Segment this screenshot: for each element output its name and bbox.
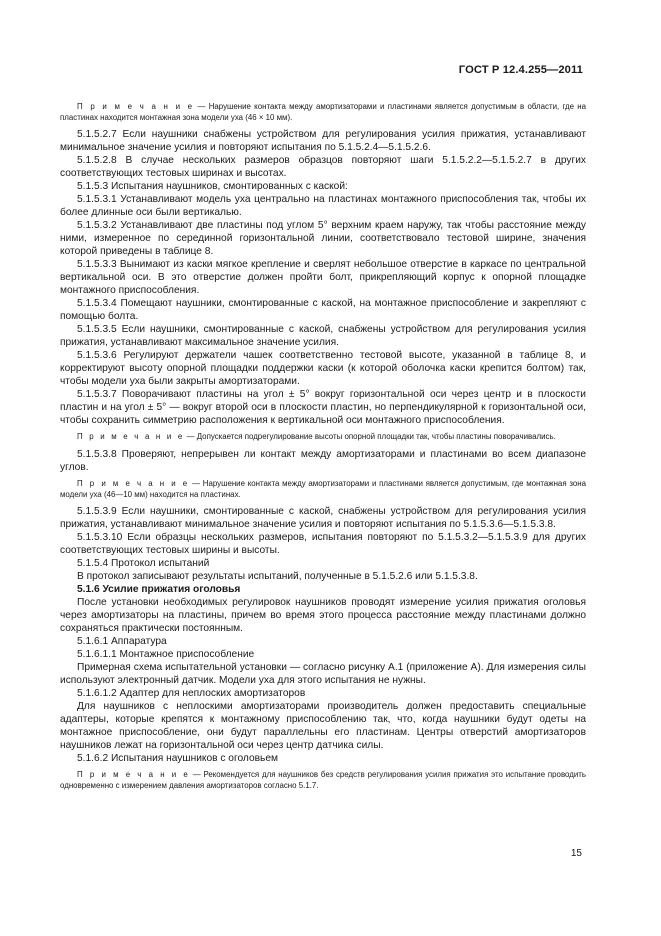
- page-number: 15: [570, 848, 582, 859]
- section-heading: 5.1.6 Усилие прижатия оголовья: [77, 584, 241, 596]
- paragraph: 5.1.5.3.5 Если наушники, смонтированные с каской, снабжены устройством для регулирования усилия прижатия, устанавливают максимальное значение усилия.: [60, 324, 586, 349]
- paragraph: 5.1.6.1.1 Монтажное приспособление: [77, 649, 255, 661]
- paragraph: 5.1.5.3.4 Помещают наушники, смонтированные с каской, на монтажное приспособление и закрепляют с помощью болта.: [60, 298, 586, 323]
- paragraph: После установки необходимых регулировок наушников проводят измерение усилия прижатия оголовья через амортизаторы на пластины, причем во время этого процесса расстояние между пластинами должно сохраняться практически постоянным.: [60, 597, 586, 635]
- document-code: ГОСТ Р 12.4.255—2011: [458, 64, 583, 76]
- paragraph: 5.1.5.3.3 Вынимают из каски мягкое крепление и сверлят небольшое отверстие в каркасе по центральной вертикальной оси. В это отверстие должен пройти болт, прикрепляющий корпус к опорной площадке монтажного приспособления.: [60, 259, 586, 297]
- paragraph: 5.1.6.1 Аппаратура: [77, 636, 167, 648]
- note-text: — Допускается подрегулирование высоты опорной площадки так, чтобы пластины поворачивались.: [184, 432, 556, 442]
- note: [60, 431, 586, 442]
- paragraph: 5.1.5.2.8 В случае нескольких размеров образцов повторяют шаги 5.1.5.2.2—5.1.5.2.7 в других соответствующих тестовых ширинах и высотах.: [60, 155, 586, 180]
- note-prefix: П р и м е ч а н и е: [77, 770, 190, 780]
- note: [60, 478, 586, 500]
- note-prefix: П р и м е ч а н и е: [77, 432, 185, 442]
- paragraph: 5.1.6.1.2 Адаптер для неплоских амортизаторов: [77, 688, 306, 700]
- note-prefix: П р и м е ч а н и е: [77, 478, 190, 488]
- paragraph: Примерная схема испытательной установки — согласно рисунку А.1 (приложение А). Для измерения силы используют электронный датчик. Модели уха для этого испытания не нужны.: [60, 662, 586, 687]
- paragraph: 5.1.5.3 Испытания наушников, смонтированных с каской:: [77, 181, 348, 193]
- note-text: — Рекомендуется для наушников без средств регулирования усилия прижатия это испытание проводить одновременно с измерением давления амортизаторов согласно 5.1.7.: [60, 770, 586, 791]
- paragraph: 5.1.6.2 Испытания наушников с оголовьем: [77, 753, 278, 765]
- paragraph: 5.1.5.2.7 Если наушники снабжены устройством для регулирования усилия прижатия, устанавливают минимальное значение усилия и повторяют испытания по 5.1.5.2.4—5.1.5.2.6.: [60, 129, 586, 154]
- note-prefix: П р и м е ч а н и е: [77, 102, 195, 111]
- note: [60, 769, 586, 791]
- page-body: [60, 97, 586, 796]
- paragraph: 5.1.5.3.9 Если наушники, смонтированные с каской, снабжены устройством для регулирования усилия прижатия, устанавливают минимальное значение усилия и повторяют испытания по 5.1.5.3.6—5.1.5.3.8.: [60, 506, 586, 531]
- paragraph: Для наушников с неплоскими амортизаторами производитель должен предоставить специальные адаптеры, которые крепятся к монтажному приспособлению так, что, когда наушники будут одеты на монтажное приспособление, они будут параллельны его пластинам. Центры отверстий амортизаторов наушников лежат на горизонтальной оси через центр датчика силы.: [60, 701, 586, 752]
- paragraph: В протокол записывают результаты испытаний, полученные в 5.1.5.2.6 или 5.1.5.3.8.: [77, 571, 478, 583]
- paragraph: 5.1.5.4 Протокол испытаний: [77, 558, 210, 570]
- paragraph: 5.1.5.3.1 Устанавливают модель уха центрально на пластинах монтажного приспособления так, чтобы их более длинные оси были вертикалью.: [60, 194, 586, 219]
- paragraph: 5.1.5.3.7 Поворачивают пластины на угол ± 5° вокруг горизонтальной оси через центр и в плоскости пластин и на угол ± 5° — вокруг второй оси в плоскости пластин, но перпендикулярной к горизонтальной оси, чтобы сохранить симметрию расположения к вертикальной оси монтажного приспособления.: [60, 389, 586, 427]
- paragraph: 5.1.5.3.10 Если образцы нескольких размеров, испытания повторяют по 5.1.5.3.2—5.1.5.3.9 для других соответствующих тестовых ширины и высоты.: [60, 532, 586, 557]
- paragraph: 5.1.5.3.6 Регулируют держатели чашек соответственно тестовой высоте, указанной в таблице 8, и корректируют высоту опорной площадки поддержки каски (к которой оболочка каски крепится болтом) так, чтобы модели уха были закрыты амортизаторами.: [60, 350, 586, 388]
- paragraph: 5.1.5.3.2 Устанавливают две пластины под углом 5° верхним краем наружу, так чтобы расстояние между ними, измеренное по серединной горизонтальной линии, соответствовало тестовой ширине, значения которой приведены в таблице 8.: [60, 220, 586, 258]
- note: [60, 101, 586, 123]
- note-text: — Нарушение контакта между амортизаторами и пластинами является допустимым в области, где на пластинах находится монтажная зона модели уха (46 × 10 мм).: [60, 102, 586, 123]
- note-text: — Нарушение контакта между амортизаторами и пластинами является допустимым, где монтажная зона модели уха (46—10 мм) находится на пластинах.: [60, 478, 587, 499]
- paragraph: 5.1.5.3.8 Проверяют, непрерывен ли контакт между амортизаторами и пластинами во всем диапазоне углов.: [60, 448, 586, 473]
